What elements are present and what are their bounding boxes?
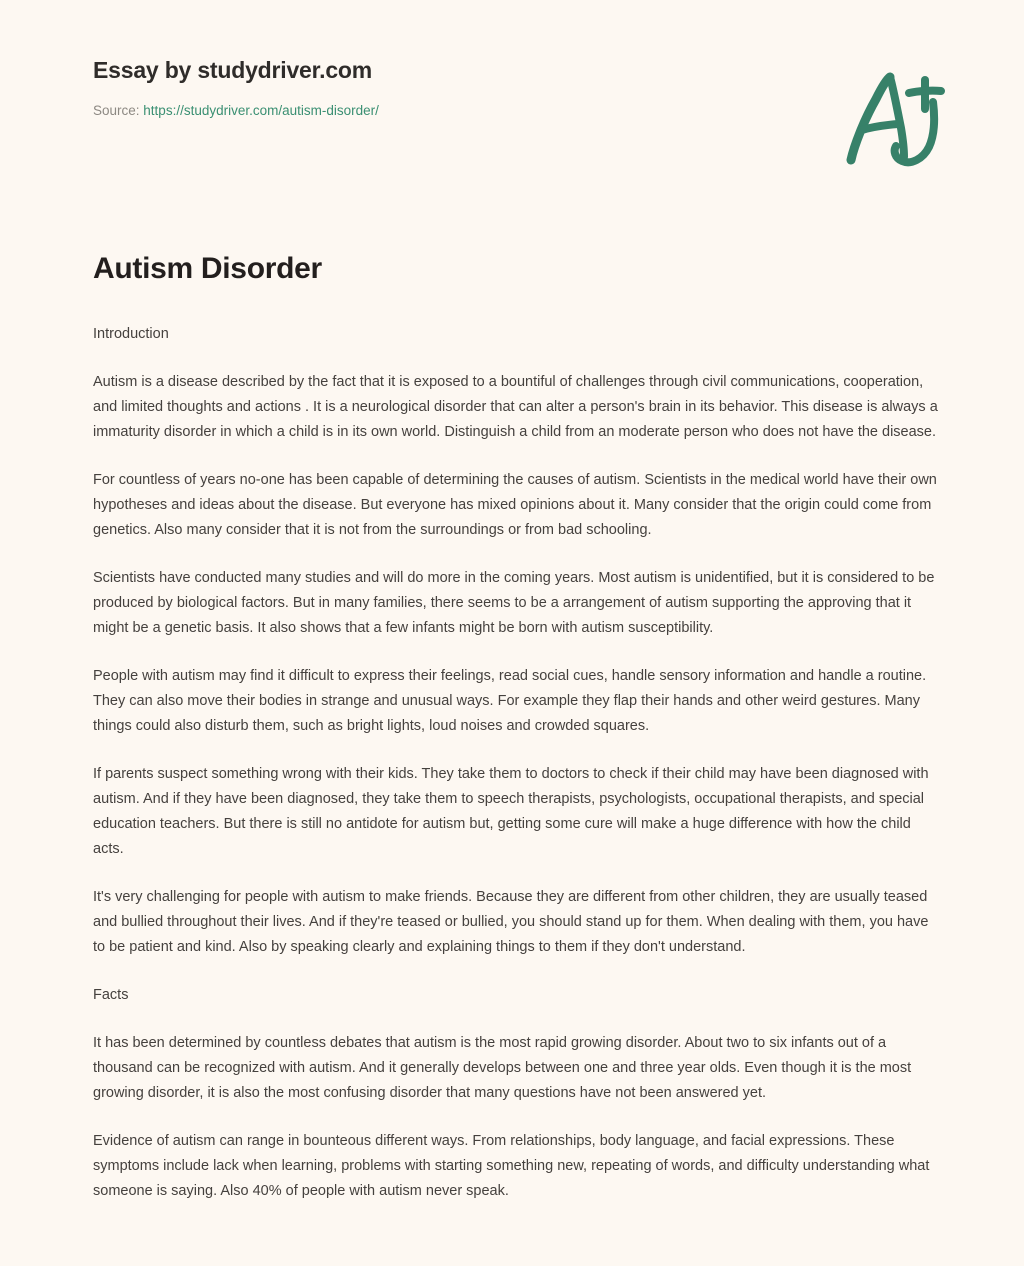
source-label: Source: [93,102,140,118]
page-header [0,0,1024,200]
brand-title: Essay by studydriver.com [93,57,373,83]
a-plus-logo-icon [836,62,956,174]
section-heading-facts: Facts [93,986,129,1003]
source-line [93,102,379,120]
source-url-link[interactable]: https://studydriver.com/autism-disorder/ [143,102,379,118]
paragraph: Evidence of autism can range in bounteous different ways. From relationships, body language, and facial expressions. These symptoms include lack when learning, problems with starting something new, repeating of words, and difficulty understanding what someone is saying. Also 40% of people with autism never speak. [93,1132,930,1199]
page-title: Autism Disorder [93,252,322,285]
essay-article [93,250,938,1204]
paragraph: For countless of years no-one has been capable of determining the causes of autism. Scientists in the medical world have their own hypotheses and ideas about the disease. But everyone has mixed opinions about it. Many consider that the origin could come from genetics. Also many consider that it is not from the surroundings or from bad schooling. [93,471,937,538]
paragraph: It has been determined by countless debates that autism is the most rapid growing disorder. About two to six infants out of a thousand can be recognized with autism. And it generally develops between one and three year olds. Even though it is the most growing disorder, it is also the most confusing disorder that many questions have not been answered yet. [93,1034,912,1101]
paragraph: People with autism may find it difficult to express their feelings, read social cues, handle sensory information and handle a routine. They can also move their bodies in strange and unusual ways. For example they flap their hands and other weird gestures. Many things could also disturb them, such as bright lights, loud noises and crowded squares. [93,667,927,734]
paragraph: Autism is a disease described by the fact that it is exposed to a bountiful of challenges through civil communications, cooperation, and limited thoughts and actions . It is a neurological disorder that can alter a person's brain in its behavior. This disease is always a immaturity disorder in which a child is in its own world. Distinguish a child from an moderate person who does not have the disease. [93,373,938,440]
brand-block [93,57,379,119]
paragraph: If parents suspect something wrong with their kids. They take them to doctors to check if their child may have been diagnosed with autism. And if they have been diagnosed, they take them to speech therapists, psychologists, occupational therapists, and special education teachers. But there is still no antidote for autism but, getting some cure will make a huge difference with how the child acts. [93,765,929,857]
section-heading-introduction: Introduction [93,325,169,342]
paragraph: It's very challenging for people with autism to make friends. Because they are different from other children, they are usually teased and bullied throughout their lives. And if they're teased or bullied, you should stand up for them. When dealing with them, you have to be patient and kind. Also by speaking clearly and explaining things to them if they don't understand. [93,888,929,955]
paragraph: Scientists have conducted many studies and will do more in the coming years. Most autism is unidentified, but it is considered to be produced by biological factors. But in many families, there seems to be a arrangement of autism supporting the approving that it might be a genetic basis. It also shows that a few infants might be born with autism susceptibility. [93,569,935,636]
